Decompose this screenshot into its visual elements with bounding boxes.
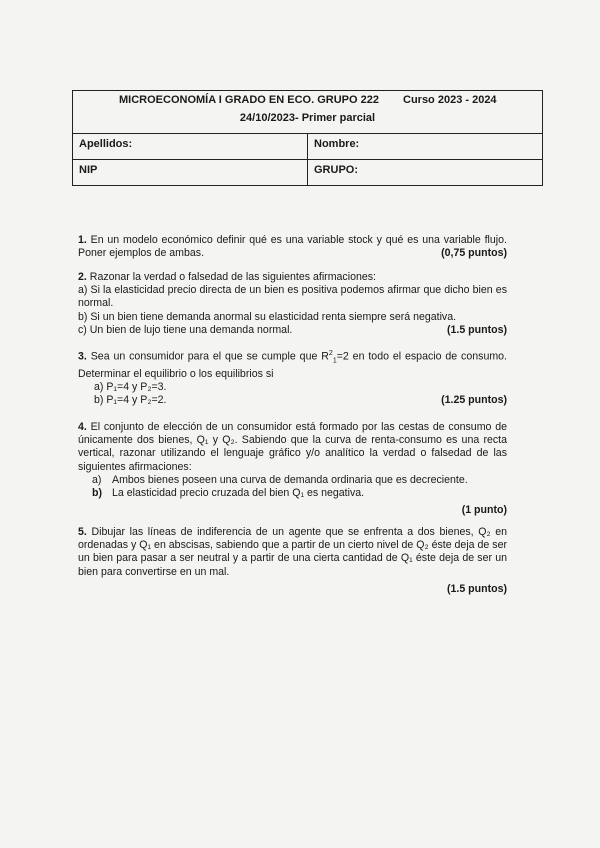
exam-header-table xyxy=(72,90,543,186)
q2-intro: Razonar la verdad o falsedad de las siguientes afirmaciones: xyxy=(89,271,376,283)
q4-points: (1 punto) xyxy=(461,504,507,517)
q3-number: 3. xyxy=(78,350,87,363)
grupo-field[interactable]: GRUPO: xyxy=(314,164,358,176)
q1-points: (0,75 puntos) xyxy=(441,247,507,260)
exam-date: 24/10/2023- Primer parcial xyxy=(239,112,376,124)
q1-number: 1. xyxy=(78,234,87,246)
q2-item-a: a) Si la elasticidad precio directa de un bien es positiva podemos afirmar que dicho bien es normal. xyxy=(78,284,507,310)
q2-points: (1.5 puntos) xyxy=(446,323,507,336)
q3-points: (1.25 puntos) xyxy=(441,394,507,407)
question-4 xyxy=(78,421,507,517)
q2-item-b: b) Si un bien tiene demanda anormal su elasticidad renta siempre será negativa. xyxy=(78,310,457,323)
q5-number: 5. xyxy=(78,526,87,538)
q4-item-b: La elasticidad precio cruzada del bien Q₁ es negativa. xyxy=(112,487,365,500)
course-title: MICROECONOMÍA I GRADO EN ECO. GRUPO 222 xyxy=(119,94,379,106)
academic-year: Curso 2023 - 2024 xyxy=(403,94,497,106)
q3-item-a: a) P₁=4 y P₂=3. xyxy=(94,381,167,394)
nip-field[interactable]: NIP xyxy=(73,160,308,185)
q5-text: Dibujar las líneas de indiferencia de un agente que se enfrenta a dos bienes, Q₂ en ordenadas y Q₁ en abscisas, sabiendo que a partir de un cierto nivel de Q₂ éste deja de ser un bien para pasar a ser neutral y a partir de una cierta cantidad de Q₁ éste deja de ser un bien para convertirse en un mal. xyxy=(78,526,507,578)
question-1 xyxy=(78,234,507,261)
header-name-row xyxy=(73,134,542,160)
question-3: 3. Sea un consumidor para el que se cumple que $R^2_1=2$ en todo el espacio de consumo. Determinar el equilibrio o los equilibrios si a) P₁=4 y P₂=3. b) P₁=4 y P₂=2. (1.25 puntos) xyxy=(78,350,507,407)
q4-item-a-label: a) xyxy=(92,473,102,486)
q5-points: (1.5 puntos) xyxy=(446,582,507,595)
q2-item-c: c) Un bien de lujo tiene una demanda normal. xyxy=(78,323,293,336)
apellidos-field[interactable]: Apellidos: xyxy=(73,134,308,159)
q3-text-pre: Sea un consumidor para el que se cumple que R xyxy=(90,350,329,363)
header-title-row xyxy=(73,91,542,134)
q4-item-b-label: b) xyxy=(92,487,102,500)
q4-number: 4. xyxy=(78,421,87,433)
q3-item-b: b) P₁=4 y P₂=2. xyxy=(94,394,167,407)
q1-text: En un modelo económico definir qué es una variable stock y qué es una variable flujo. Poner ejemplos de ambas. xyxy=(78,234,507,260)
q2-number: 2. xyxy=(78,271,87,283)
nombre-field[interactable]: Nombre: xyxy=(314,138,360,150)
q4-item-a: Ambos bienes poseen una curva de demanda ordinaria que es decreciente. xyxy=(112,473,468,486)
question-5 xyxy=(78,526,507,596)
q4-text: El conjunto de elección de un consumidor está formado por las cestas de consumo de únicamente dos bienes, Q₁ y Q₂. Sabiendo que la curva de renta-consumo es una recta vertical, razonar utilizando el lenguaje gráfico y/o analítico la verdad o falsedad de las siguientes afirmaciones: xyxy=(78,421,507,473)
header-id-row xyxy=(73,160,542,185)
question-2 xyxy=(78,271,507,337)
q3-text-post: =2 en todo el espacio de consumo. Determinar el equilibrio o los equilibrios si xyxy=(78,350,507,380)
